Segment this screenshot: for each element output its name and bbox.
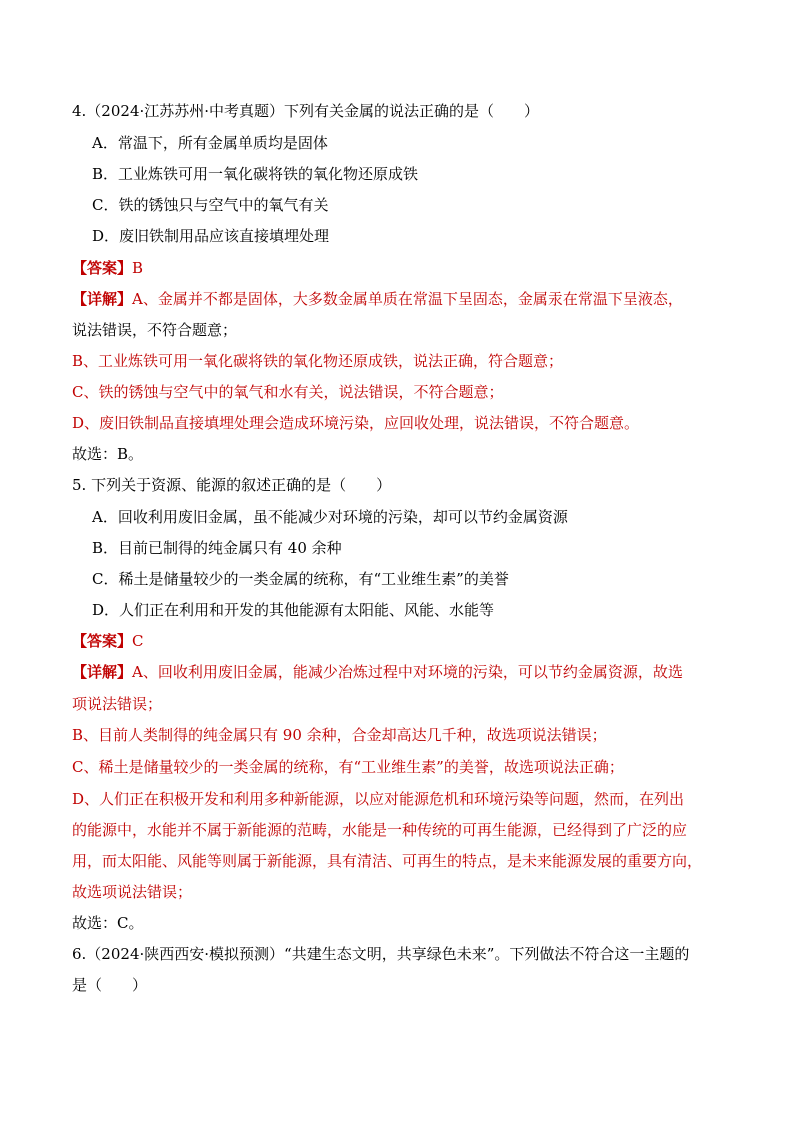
question-5-detail-line-8: 故选项说法错误； <box>72 883 193 901</box>
question-5-detail-line-3: B、目前人类制得的纯金属只有 90 余种，合金却高达几千种，故选项说法错误； <box>72 726 607 744</box>
question-5-detail-line-6: 的能源中，水能并不属于新能源的范畴，水能是一种传统的可再生能源，已经得到了广泛的应 <box>72 821 688 839</box>
detail-text: A、回收利用废旧金属，能减少冶炼过程中对环境的污染，可以节约金属资源，故选 <box>132 663 683 681</box>
question-5-detail-line-4: C、稀土是储量较少的一类金属的统称，有“工业维生素”的美誉，故选项说法正确； <box>72 758 624 776</box>
question-5-stem: 5. 下列关于资源、能源的叙述正确的是（ ） <box>72 476 392 494</box>
answer-value: C <box>132 632 144 650</box>
answer-tag: 【答案】 <box>72 632 133 650</box>
question-4-option-a: A．常温下，所有金属单质均是固体 <box>92 134 328 152</box>
answer-value: B <box>132 259 144 277</box>
question-4-detail-line-2: 说法错误，不符合题意； <box>72 321 238 339</box>
question-6-stem-line-2: 是（ ） <box>72 976 148 994</box>
question-4-stem: 4.（2024·江苏苏州·中考真题）下列有关金属的说法正确的是（ ） <box>72 102 540 120</box>
question-5-detail-line-2: 项说法错误； <box>72 695 163 713</box>
question-5-option-a: A．回收利用废旧金属，虽不能减少对环境的污染，却可以节约金属资源 <box>92 508 568 526</box>
question-5-detail-line-1 <box>72 662 734 682</box>
detail-text: A、金属并不都是固体，大多数金属单质在常温下呈固态，金属汞在常温下呈液态， <box>132 290 683 308</box>
question-5-detail-line-5: D、人们正在积极开发和利用多种新能源，以应对能源危机和环境污染等问题，然而，在列出 <box>72 790 685 808</box>
question-5-option-b: B．目前已制得的纯金属只有 40 余种 <box>92 539 342 557</box>
question-4-conclusion: 故选：B。 <box>72 445 144 463</box>
question-5-answer <box>72 631 734 651</box>
question-4-detail-line-5: D、废旧铁制品直接填埋处理会造成环境污染，应回收处理，说法错误，不符合题意。 <box>72 414 640 432</box>
question-5-option-d: D．人们正在利用和开发的其他能源有太阳能、风能、水能等 <box>92 601 495 619</box>
question-5-conclusion: 故选：C。 <box>72 914 144 932</box>
question-4-detail-line-3: B、工业炼铁可用一氧化碳将铁的氧化物还原成铁，说法正确，符合题意； <box>72 352 564 370</box>
answer-tag: 【答案】 <box>72 259 133 277</box>
detail-tag: 【详解】 <box>72 663 133 681</box>
question-4-option-d: D．废旧铁制用品应该直接填埋处理 <box>92 227 330 245</box>
question-5-option-c: C．稀土是储量较少的一类金属的统称，有“工业维生素”的美誉 <box>92 570 509 588</box>
question-4-option-c: C．铁的锈蚀只与空气中的氧气有关 <box>92 196 329 214</box>
question-5-detail-line-7: 用，而太阳能、风能等则属于新能源，具有清洁、可再生的特点，是未来能源发展的重要方向， <box>72 852 703 870</box>
question-6-stem-line-1: 6.（2024·陕西西安·模拟预测）“共建生态文明，共享绿色未来”。下列做法不符合这一主题的 <box>72 945 690 963</box>
question-4-option-b: B．工业炼铁可用一氧化碳将铁的氧化物还原成铁 <box>92 165 419 183</box>
question-4-detail-line-4: C、铁的锈蚀与空气中的氧气和水有关，说法错误，不符合题意； <box>72 383 504 401</box>
detail-tag: 【详解】 <box>72 290 133 308</box>
question-4-answer <box>72 258 734 278</box>
question-4-detail-line-1 <box>72 289 734 309</box>
